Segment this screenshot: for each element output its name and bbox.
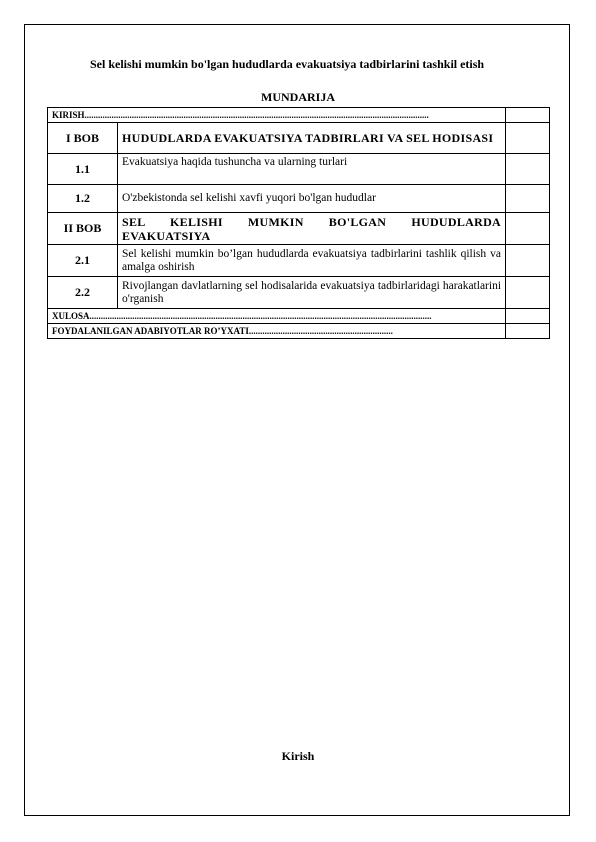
toc-row-2-1 (48, 245, 550, 277)
toc-page-cell (506, 213, 550, 245)
toc-row-references (48, 324, 550, 339)
toc-page-cell (506, 185, 550, 213)
toc-chapter1-number: I BOB (48, 123, 118, 154)
toc-chapter1-title: HUDUDLARDA EVAKUATSIYA TADBIRLARI VA SEL HODISASI (118, 123, 506, 154)
toc-row-chapter2 (48, 213, 550, 245)
toc-2-1-number: 2.1 (48, 245, 118, 277)
toc-1-2-number: 1.2 (48, 185, 118, 213)
toc-1-2-title: O'zbekistonda sel kelishi xavfi yuqori bo'lgan hududlar (118, 185, 506, 213)
toc-chapter2-number: II BOB (48, 213, 118, 245)
toc-page-cell (506, 324, 550, 339)
toc-page-cell (506, 277, 550, 309)
toc-1-1-title: Evakuatsiya haqida tushuncha va ularning turlari (118, 154, 506, 185)
document-title: Sel kelishi mumkin bo'lgan hududlarda evakuatsiya tadbirlarini tashkil etish (90, 57, 485, 71)
toc-page-cell (506, 154, 550, 185)
toc-page-cell (506, 309, 550, 324)
toc-chapter2-title: SEL KELISHI MUMKIN BO'LGAN HUDUDLARDA EVAKUATSIYA (118, 213, 506, 245)
toc-1-1-number: 1.1 (48, 154, 118, 185)
toc-row-conclusion (48, 309, 550, 324)
toc-page-cell (506, 123, 550, 154)
toc-heading: MUNDARIJA (261, 90, 335, 104)
table-of-contents (47, 107, 550, 339)
toc-2-2-number: 2.2 (48, 277, 118, 309)
toc-2-1-title: Sel kelishi mumkin bo’lgan hududlarda evakuatsiya tadbirlarini tashlik qilish va amalga oshirish (118, 245, 506, 277)
toc-intro: KIRISH......................................................................................................................................................... (48, 108, 506, 123)
toc-row-1-1 (48, 154, 550, 185)
toc-2-2-title: Rivojlangan davlatlarning sel hodisalarida evakuatsiya tadbirlaridagi harakatlarini o'rganish (118, 277, 506, 309)
toc-page-cell (506, 245, 550, 277)
toc-row-2-2 (48, 277, 550, 309)
toc-row-chapter1 (48, 123, 550, 154)
toc-references: FOYDALANILGAN ADABIYOTLAR RO’YXATI................................................................ (48, 324, 506, 339)
toc-conclusion: XULOSA........................................................................................................................................................ (48, 309, 506, 324)
toc-row-1-2 (48, 185, 550, 213)
toc-row-intro (48, 108, 550, 123)
toc-page-cell (506, 108, 550, 123)
section-heading-kirish: Kirish (281, 749, 315, 763)
